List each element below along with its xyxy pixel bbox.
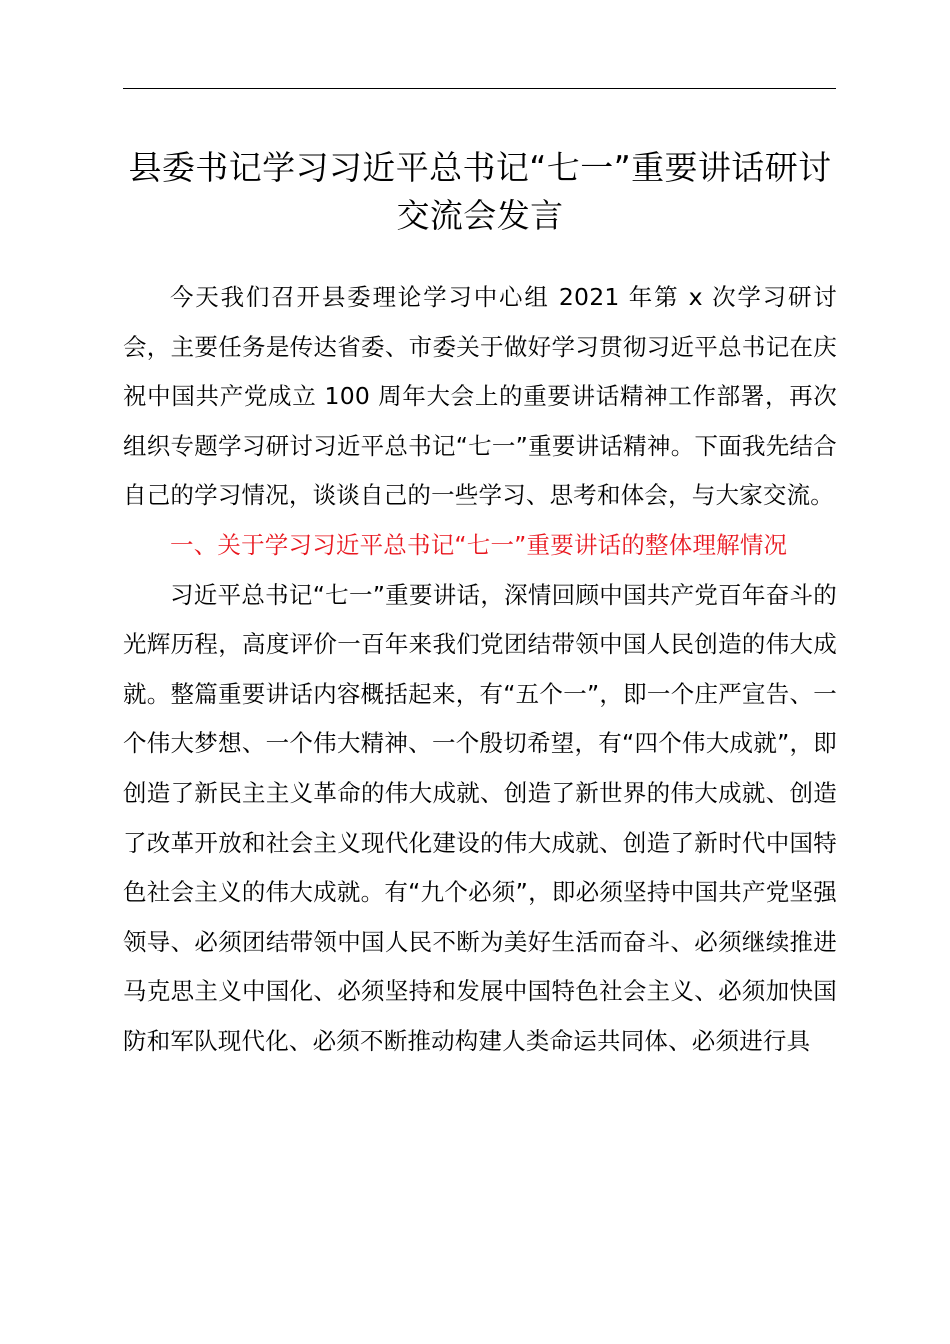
section-paragraph: 习近平总书记“七一”重要讲话，深情回顾中国共产党百年奋斗的光辉历程，高度评价一百年来我们党团结带领中国人民创造的伟大成就。整篇重要讲话内容概括起来，有“五个一”，即一个庄严宣告、一个伟大梦想、一个伟大精神、一个殷切希望，有“四个伟大成就”，即创造了新民主主义革命的伟大成就、创造了新世界的伟大成就、创造了改革开放和社会主义现代化建设的伟大成就、创造了新时代中国特色社会主义的伟大成就。有“九个必须”，即必须坚持中国共产党坚强领导、必须团结带领中国人民不断为美好生活而奋斗、必须继续推进马克思主义中国化、必须坚持和发展中国特色社会主义、必须加快国防和军队现代化、必须不断推动构建人类命运共同体、必须进行具	[123, 580, 837, 1055]
document-body	[123, 273, 837, 1067]
intro-paragraph: 今天我们召开县委理论学习中心组 2021 年第 x 次学习研讨会，主要任务是传达省委、市委关于做好学习贯彻习近平总书记在庆祝中国共产党成立 100 周年大会上的重要讲话精神工作部署，再次组织专题学习研讨习近平总书记“七一”重要讲话精神。下面我先结合自己的学习情况，谈谈自己的一些学习、思考和体会，与大家交流。	[123, 283, 837, 510]
document-title: 县委书记学习习近平总书记“七一”重要讲话研讨交流会发言	[128, 148, 832, 235]
section-heading: 一、关于学习习近平总书记“七一”重要讲话的整体理解情况	[170, 530, 788, 559]
header-rule	[123, 88, 836, 89]
